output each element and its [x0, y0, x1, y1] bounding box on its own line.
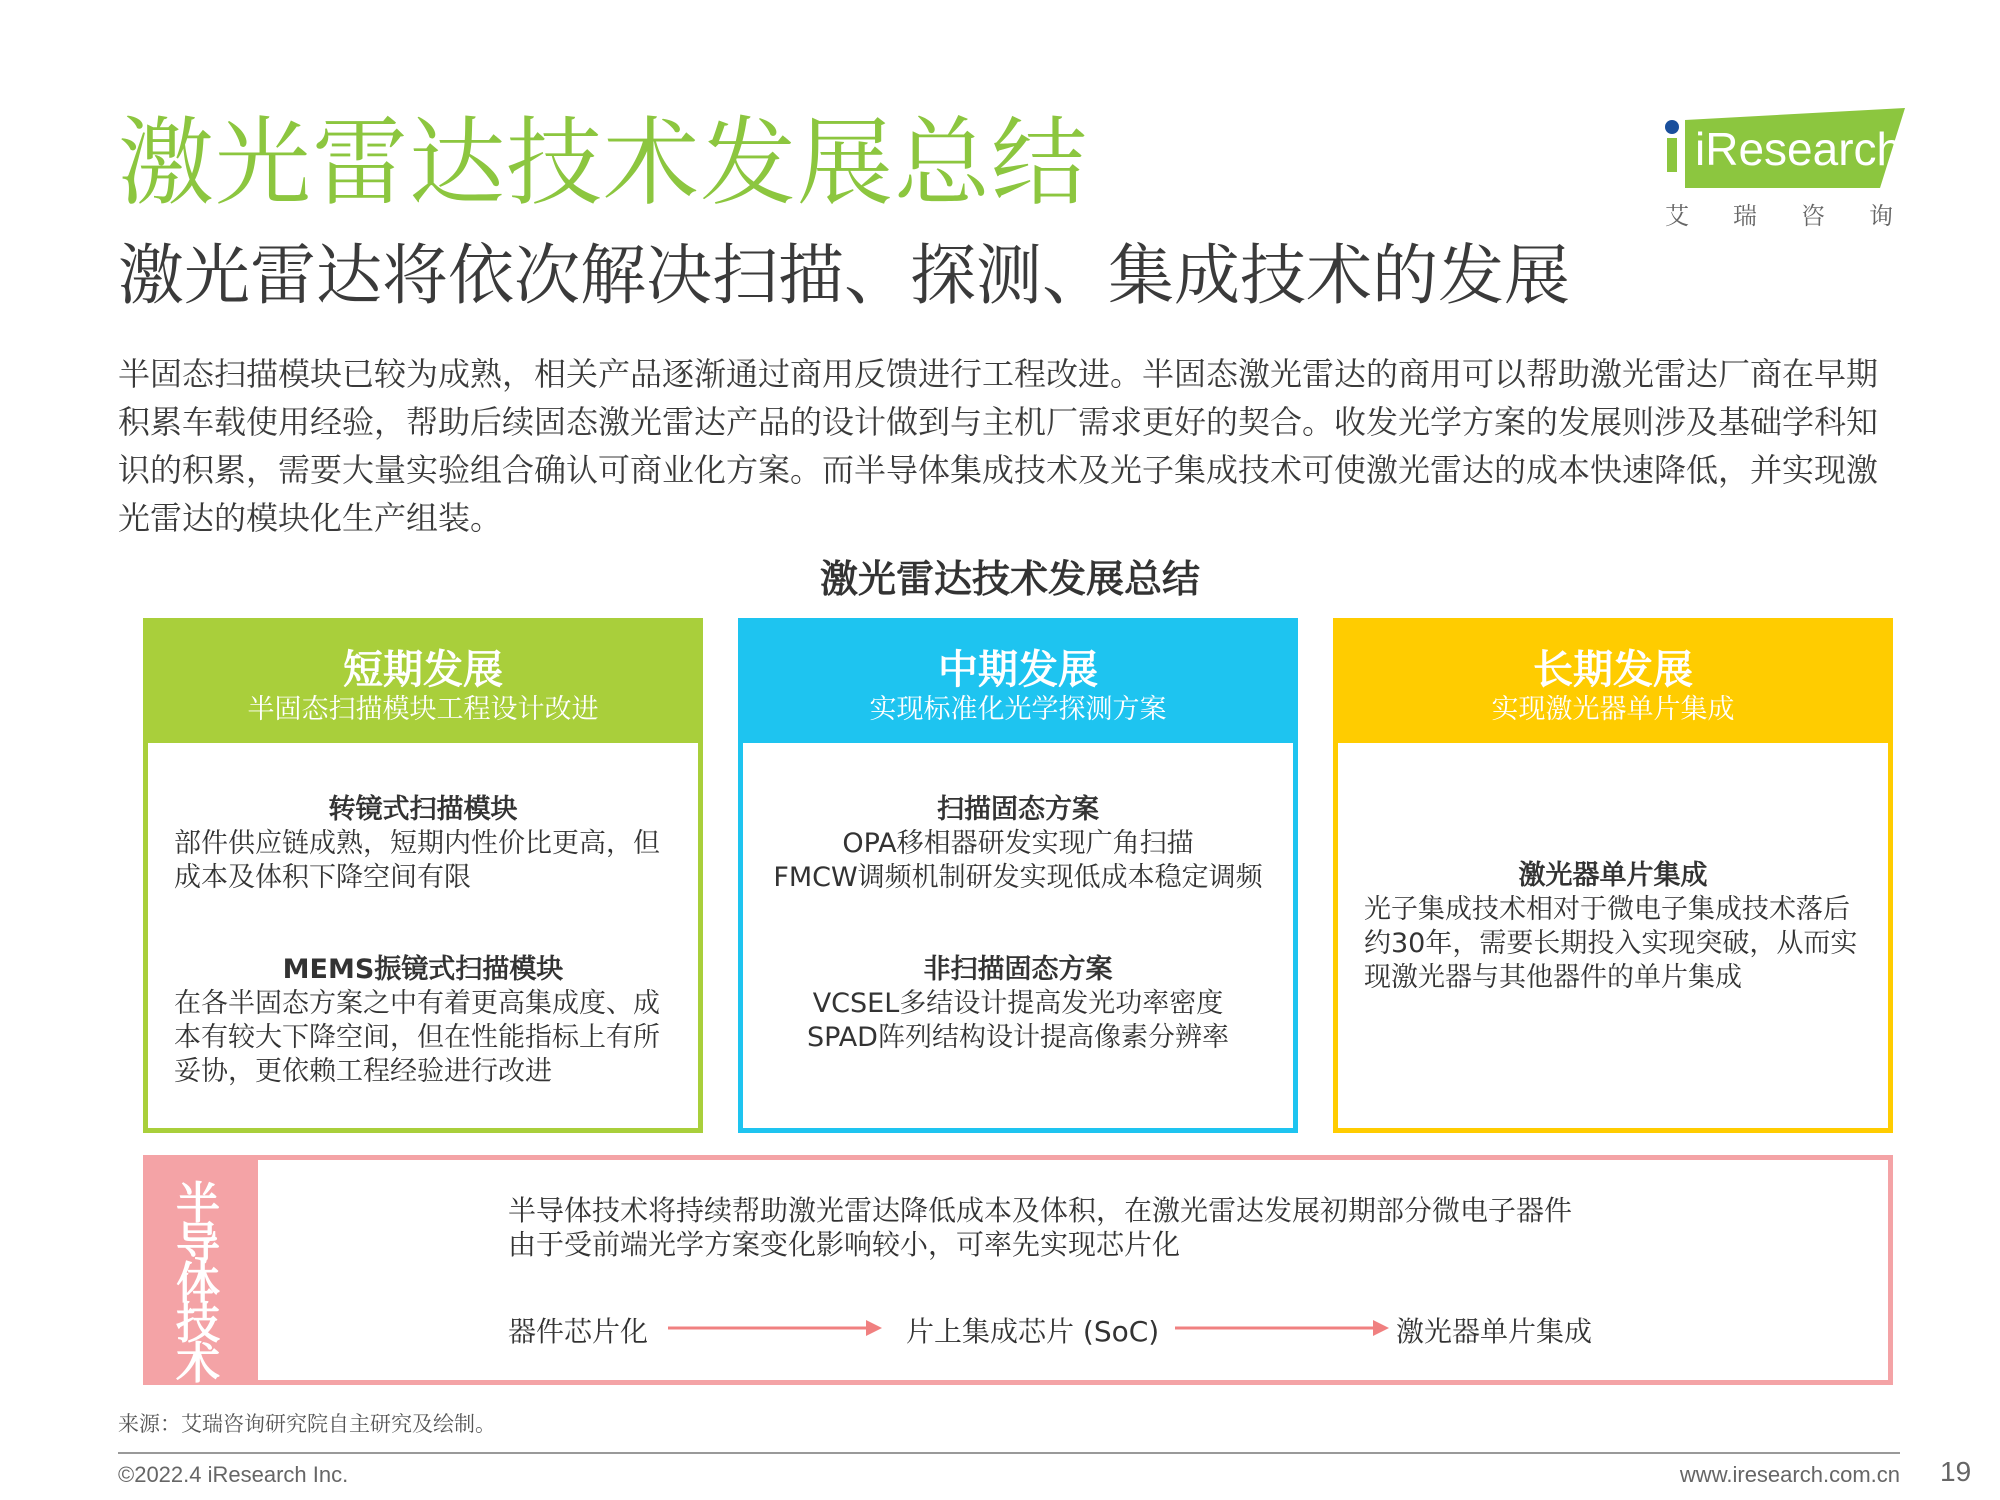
content-block [174, 953, 672, 1089]
panel-subtitle: 半固态扫描模块工程设计改进 [247, 694, 599, 725]
panel-header [148, 623, 698, 743]
source-note: 来源：艾瑞咨询研究院自主研究及绘制。 [118, 1412, 496, 1436]
block-title: 转镜式扫描模块 [328, 794, 518, 825]
semiconductor-description [508, 1194, 1572, 1262]
arrow-right-icon [668, 1316, 883, 1340]
panel-title: 短期发展 [343, 647, 503, 693]
block-title: 激光器单片集成 [1518, 860, 1708, 891]
flow-step: 片上集成芯片 (SoC) [906, 1315, 1160, 1348]
panel-title: 中期发展 [938, 647, 1098, 693]
block-line: OPA移相器研发实现广角扫描 [842, 828, 1194, 859]
arrow-right-icon [1175, 1316, 1390, 1340]
logo-name: iResearch [1695, 123, 1903, 175]
section-title: 激光雷达技术发展总结 [819, 557, 1200, 601]
page-number: 19 [1940, 1456, 1972, 1487]
intro-paragraph: 半固态扫描模块已较为成熟，相关产品逐渐通过商用反馈进行工程改进。半固态激光雷达的商用可以帮助激光雷达厂商在早期积累车载使用经验，帮助后续固态激光雷达产品的设计做到与主机厂需求更好的契合。收发光学方案的发展则涉及基础学科知识的积累，需要大量实验组合确认可商业化方案。而半导体集成技术及光子集成技术可使激光雷达的成本快速降低，并实现激光雷达的模块化生产组装。 [118, 355, 1879, 537]
semiconductor-side-label: 半导体技术 [176, 1178, 220, 1389]
block-line: FMCW调频机制研发实现低成本稳定调频 [773, 862, 1263, 893]
block-line: SPAD阵列结构设计提高像素分辨率 [807, 1022, 1229, 1053]
panel-body [148, 743, 698, 1128]
panel-mid-term [738, 618, 1298, 1133]
page-title: 激光雷达技术发展总结 [118, 107, 1088, 219]
logo-dot-icon [1665, 120, 1679, 134]
block-text: 部件供应链成熟，短期内性价比更高，但成本及体积下降空间有限 [174, 828, 660, 893]
flow-step: 激光器单片集成 [1396, 1315, 1593, 1348]
semiconductor-line: 半导体技术将持续帮助激光雷达降低成本及体积，在激光雷达发展初期部分微电子器件 [508, 1194, 1573, 1227]
flow-step: 器件芯片化 [508, 1315, 649, 1348]
block-line: VCSEL多结设计提高发光功率密度 [812, 988, 1224, 1019]
semiconductor-box [143, 1155, 1893, 1389]
block-text: 在各半固态方案之中有着更高集成度、成本有较大下降空间，但在性能指标上有所妥协，更依赖工程经验进行改进 [174, 988, 660, 1087]
footer-url[interactable]: www.iresearch.com.cn [1679, 1462, 1900, 1487]
block-title: 非扫描固态方案 [923, 954, 1113, 985]
panel-header [743, 623, 1293, 743]
logo-chinese-name: 艾瑞咨询 [1665, 202, 1937, 230]
panel-short-term [143, 618, 703, 1133]
semiconductor-flow [508, 1310, 1708, 1350]
content-block [1364, 859, 1862, 995]
footer-copyright: ©2022.4 iResearch Inc. [118, 1462, 349, 1487]
panel-title: 长期发展 [1533, 647, 1693, 693]
semiconductor-line: 由于受前端光学方案变化影响较小，可率先实现芯片化 [508, 1228, 1181, 1261]
panel-body [1338, 743, 1888, 1128]
panel-subtitle: 实现标准化光学探测方案 [869, 694, 1167, 725]
logo-i-icon [1667, 138, 1677, 172]
footer-divider [118, 1452, 1900, 1454]
panel-subtitle: 实现激光器单片集成 [1491, 694, 1735, 725]
panel-body [743, 743, 1293, 1128]
content-block [174, 793, 672, 895]
content-block [769, 953, 1267, 1055]
block-title: 扫描固态方案 [937, 794, 1099, 825]
panel-long-term [1333, 618, 1893, 1133]
page-subtitle: 激光雷达将依次解决扫描、探测、集成技术的发展 [118, 237, 1570, 314]
panel-header [1338, 623, 1888, 743]
block-title: MEMS振镜式扫描模块 [282, 954, 564, 985]
iresearch-logo [1665, 108, 1937, 230]
content-block [769, 793, 1267, 895]
block-text: 光子集成技术相对于微电子集成技术落后约30年，需要长期投入实现突破，从而实现激光器与其他器件的单片集成 [1364, 894, 1858, 993]
semiconductor-side-bar [148, 1160, 258, 1389]
